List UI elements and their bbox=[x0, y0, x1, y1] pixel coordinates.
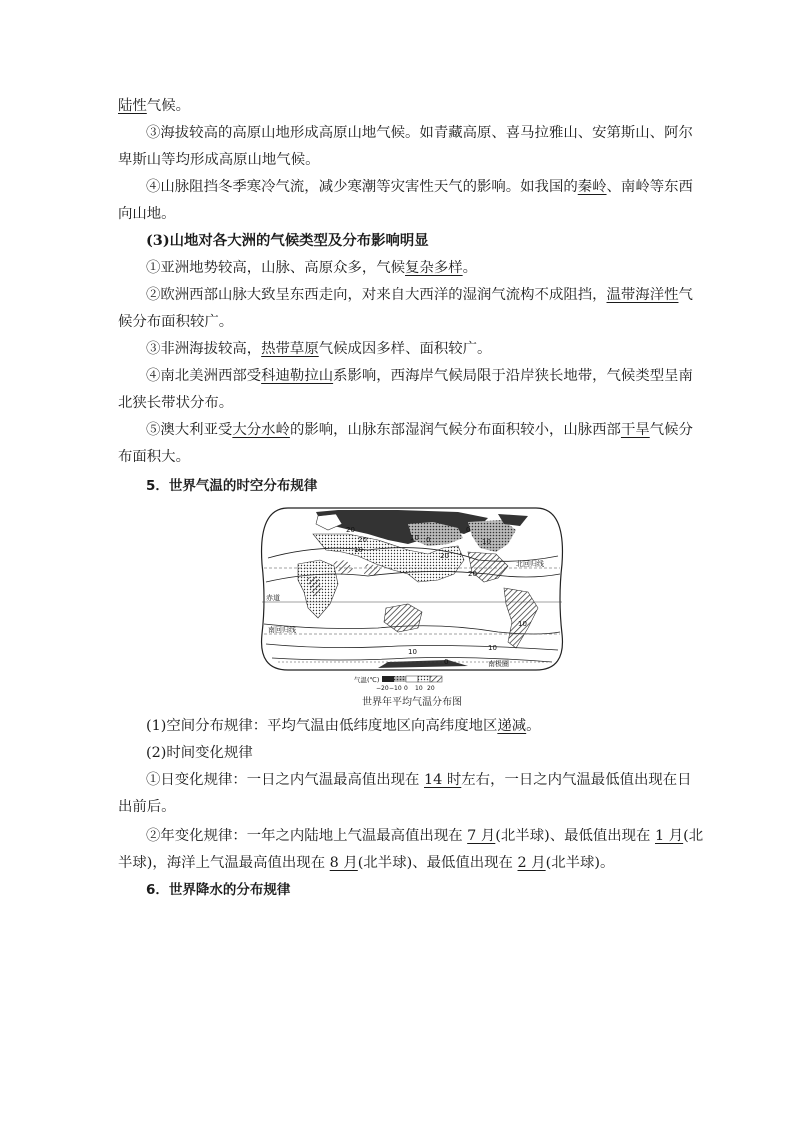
iso-label: 20 bbox=[346, 526, 355, 534]
underlined-term: 温带海洋性 bbox=[606, 287, 679, 303]
equator-label: 赤道 bbox=[266, 594, 280, 602]
text: 系影响，西海岸气候局限于沿岸狭长地带，气候类型呈南 bbox=[333, 368, 693, 384]
text: (北半球)。 bbox=[545, 855, 615, 871]
text: ②欧洲西部山脉大致呈东西走向，对来自大西洋的湿润气流构不成阻挡， bbox=[146, 287, 607, 303]
tropic-cancer-label: 北回归线 bbox=[516, 560, 544, 568]
text: (北半球)、最低值出现在 bbox=[357, 855, 518, 871]
text: 气候分 bbox=[649, 422, 693, 438]
para-spatial-pattern bbox=[146, 716, 706, 736]
underlined-term: 1 月 bbox=[655, 828, 684, 844]
underlined-term: 干旱 bbox=[620, 422, 650, 438]
text: (北半球)、最低值出现在 bbox=[495, 828, 656, 844]
iso-label: 0 bbox=[444, 658, 449, 666]
legend-tick: 20 bbox=[427, 685, 435, 692]
underlined-term: 14 时 bbox=[424, 772, 462, 788]
text: ④南北美洲西部受 bbox=[146, 368, 262, 384]
para-plateau-climate-cont: 卑斯山等均形成高原山地气候。 bbox=[118, 152, 320, 168]
underlined-term: 2 月 bbox=[517, 855, 546, 871]
iso-label: 10 bbox=[482, 538, 491, 546]
iso-label: 10 bbox=[408, 648, 417, 656]
para-continental-climate-end bbox=[118, 96, 678, 116]
text: 。 bbox=[462, 260, 478, 276]
text: 气候。 bbox=[146, 98, 190, 114]
legend-tick: −10 bbox=[389, 685, 402, 692]
heading-6: 6．世界降水的分布规律 bbox=[146, 882, 291, 898]
para-americas bbox=[146, 366, 706, 386]
para-annual-change bbox=[146, 826, 706, 846]
antarctic-circle-label: 南极圈 bbox=[488, 660, 509, 668]
heading-3: (3)山地对各大洲的气候类型及分布影响明显 bbox=[146, 232, 429, 249]
text: ④山脉阻挡冬季寒冷气流，减少寒潮等灾害性天气的影响。如我国的 bbox=[146, 179, 578, 195]
para-americas-cont: 北狭长带状分布。 bbox=[118, 395, 234, 411]
para-mountain-block bbox=[146, 177, 706, 197]
text: 气候成因多样、面积较广。 bbox=[318, 341, 492, 357]
legend-tick: 10 bbox=[415, 685, 423, 692]
text: ①亚洲地势较高，山脉、高原众多，气候 bbox=[146, 260, 406, 276]
text: ⑤澳大利亚受 bbox=[146, 422, 233, 438]
underlined-term: 递减 bbox=[497, 718, 527, 734]
iso-label: 10 bbox=[518, 620, 527, 628]
heading-5: 5．世界气温的时空分布规律 bbox=[146, 478, 318, 494]
world-temperature-map bbox=[258, 504, 566, 694]
para-europe bbox=[146, 285, 706, 305]
para-australia bbox=[146, 420, 706, 440]
para-temporal-heading: (2)时间变化规律 bbox=[146, 745, 253, 761]
legend-swatch bbox=[430, 676, 442, 682]
para-daily-change-cont: 出前后。 bbox=[118, 799, 176, 815]
tropic-capricorn-label: 南回归线 bbox=[268, 626, 296, 634]
iso-label: 0 bbox=[426, 536, 431, 544]
legend-swatch bbox=[418, 676, 430, 682]
para-mountain-block-cont: 向山地。 bbox=[118, 206, 176, 222]
text: ③非洲海拔较高， bbox=[146, 341, 262, 357]
underlined-term: 复杂多样 bbox=[405, 260, 463, 276]
iso-label: 20 bbox=[468, 570, 477, 578]
underlined-term: 7 月 bbox=[467, 828, 496, 844]
map-svg bbox=[258, 504, 566, 694]
legend-swatch bbox=[382, 676, 394, 682]
text: ②年变化规律：一年之内陆地上气温最高值出现在 bbox=[146, 828, 468, 844]
legend-swatch bbox=[394, 676, 406, 682]
legend-tick: 0 bbox=[404, 685, 408, 692]
iso-label: 10 bbox=[354, 546, 363, 554]
text: (北 bbox=[683, 828, 704, 844]
underlined-term: 大分水岭 bbox=[232, 422, 290, 438]
text: 、南岭等东西 bbox=[606, 179, 693, 195]
para-asia bbox=[146, 258, 706, 278]
map-legend bbox=[354, 675, 442, 692]
text: ①日变化规律：一日之内气温最高值出现在 bbox=[146, 772, 424, 788]
para-plateau-climate: ③海拔较高的高原山地形成高原山地气候。如青藏高原、喜马拉雅山、安第斯山、阿尔 bbox=[146, 125, 693, 141]
text: 。 bbox=[526, 718, 541, 734]
para-europe-cont: 候分布面积较广。 bbox=[118, 314, 234, 330]
para-annual-change-cont bbox=[118, 853, 678, 873]
iso-label: 0 bbox=[466, 526, 471, 534]
text: 气 bbox=[678, 287, 693, 303]
underlined-term: 热带草原 bbox=[261, 341, 319, 357]
legend-title: 气温(℃) bbox=[354, 676, 380, 684]
text: (1)空间分布规律：平均气温由低纬度地区向高纬度地区 bbox=[146, 718, 498, 734]
underlined-term: 陆性 bbox=[118, 98, 147, 114]
para-australia-cont: 布面积大。 bbox=[118, 449, 190, 465]
iso-label: 20 bbox=[440, 552, 449, 560]
para-africa bbox=[146, 339, 706, 359]
map-caption: 世界年平均气温分布图 bbox=[362, 697, 462, 708]
underlined-term: 科迪勒拉山 bbox=[261, 368, 334, 384]
underlined-term: 秦岭 bbox=[577, 179, 607, 195]
text: 半球)，海洋上气温最高值出现在 bbox=[118, 855, 330, 871]
iso-label: 10 bbox=[488, 644, 497, 652]
legend-swatch bbox=[406, 676, 418, 682]
iso-label: 20 bbox=[358, 536, 367, 544]
iso-label: 10 bbox=[410, 534, 419, 542]
para-daily-change bbox=[146, 770, 706, 790]
underlined-term: 8 月 bbox=[329, 855, 358, 871]
text: 的影响，山脉东部湿润气候分布面积较小，山脉西部 bbox=[289, 422, 621, 438]
text: 左右，一日之内气温最低值出现在日 bbox=[461, 772, 692, 788]
legend-tick: −20 bbox=[376, 685, 389, 692]
